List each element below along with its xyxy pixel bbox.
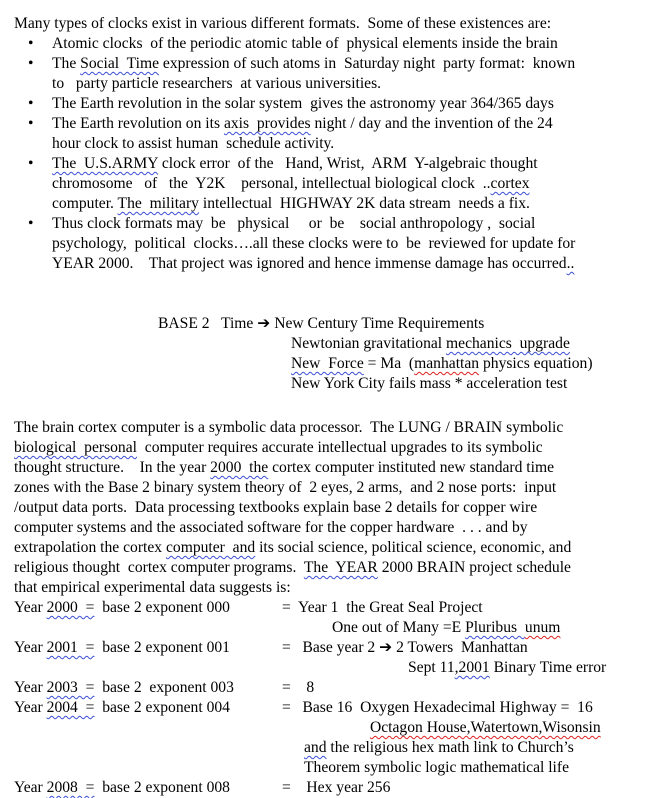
bullet-icon: • bbox=[28, 55, 34, 72]
text-run: = Ma ( bbox=[363, 355, 415, 372]
bullet-icon: • bbox=[28, 115, 34, 132]
text-run: base 2 exponent 000 bbox=[94, 599, 230, 616]
text-run: base 2 exponent 004 bbox=[94, 699, 230, 716]
schedule-description bbox=[282, 638, 528, 658]
list-item-line bbox=[52, 134, 644, 154]
paragraph-line bbox=[14, 578, 644, 598]
list-item bbox=[14, 114, 644, 154]
base2-line bbox=[158, 314, 644, 334]
grammar-flag-text: axis provides bbox=[223, 115, 311, 132]
schedule-description bbox=[282, 598, 483, 618]
text-run: = 8 bbox=[282, 679, 315, 696]
grammar-flag-text: The YEAR bbox=[303, 559, 378, 576]
spacer bbox=[14, 394, 644, 418]
text-run: clock error of the Hand, Wrist, ARM Y-algebraic thought bbox=[157, 155, 538, 172]
schedule-row bbox=[14, 638, 644, 658]
paragraph-line bbox=[14, 418, 644, 438]
grammar-flag-text: 2008 = bbox=[46, 779, 95, 796]
document-page bbox=[14, 14, 644, 798]
text-run: One out of Many =E bbox=[332, 619, 466, 636]
bullet-icon: • bbox=[28, 215, 34, 232]
list-item-line bbox=[52, 34, 644, 54]
paragraph-line bbox=[14, 458, 644, 478]
spelling-error-text: Octagon House,Watertown,Wisonsin bbox=[370, 719, 601, 736]
schedule-row bbox=[14, 618, 644, 638]
text-run: religious thought cortex computer programs. bbox=[14, 559, 304, 576]
text-run: expression of such atoms in Saturday night party format: known bbox=[159, 55, 576, 72]
list-item-line bbox=[52, 174, 644, 194]
grammar-flag-text: New Force bbox=[291, 355, 364, 372]
text-run: = Year 1 the Great Seal Project bbox=[282, 599, 483, 616]
schedule-description bbox=[282, 698, 593, 718]
clock-formats-list bbox=[14, 34, 644, 274]
schedule-description bbox=[282, 678, 314, 698]
text-run: that empirical experimental data suggests is: bbox=[14, 579, 291, 596]
list-item bbox=[14, 154, 644, 214]
grammar-flag-text: cortex bbox=[490, 175, 530, 192]
text-run: extrapolation the cortex bbox=[14, 539, 166, 556]
spelling-error-text: manhattan bbox=[414, 355, 480, 372]
schedule-row bbox=[14, 738, 644, 758]
text-run: 2 Towers Manhattan bbox=[392, 639, 528, 656]
schedule-description bbox=[304, 738, 574, 758]
text-run: psychology, political clocks….all these clocks were to be reviewed for update for bbox=[52, 235, 576, 252]
text-run: base 2 exponent 003 bbox=[94, 679, 234, 696]
text-run: BASE 2 Time bbox=[158, 315, 258, 332]
text-run: Year bbox=[14, 779, 47, 796]
grammar-flag-text: 2003 = bbox=[46, 679, 95, 696]
intro-line: Many types of clocks exist in various different formats. Some of these existences are: bbox=[14, 15, 552, 32]
schedule-row bbox=[14, 698, 644, 718]
paragraph-line bbox=[14, 478, 644, 498]
paragraph-line bbox=[14, 538, 644, 558]
schedule-year-label bbox=[14, 598, 230, 618]
text-run: night / day and the invention of the 24 bbox=[310, 115, 553, 132]
grammar-flag-text: biological personal bbox=[14, 439, 137, 456]
text-run: thought structure. In the year bbox=[14, 459, 211, 476]
text-run: to party particle researchers at various universities. bbox=[52, 75, 382, 92]
list-item bbox=[14, 34, 644, 54]
paragraph-line bbox=[14, 498, 644, 518]
text-run: = Base year 2 bbox=[282, 639, 380, 656]
text-run: 2000 BRAIN project schedule bbox=[377, 559, 571, 576]
grammar-flag-text: computer and bbox=[165, 539, 256, 556]
arrow-icon: ➔ bbox=[257, 315, 271, 332]
grammar-flag-text: 2000 the bbox=[210, 459, 269, 476]
text-run: its social science, political science, economic, and bbox=[255, 539, 572, 556]
grammar-flag-text: The military bbox=[117, 195, 199, 212]
list-item-line bbox=[52, 114, 644, 134]
schedule-year-label bbox=[14, 778, 230, 798]
text-run: Theorem symbolic logic mathematical life bbox=[304, 759, 570, 776]
bullet-icon: • bbox=[28, 35, 34, 52]
base2-block bbox=[158, 314, 644, 394]
spelling-error-text: unum bbox=[524, 619, 561, 636]
text-run: zones with the Base 2 binary system theory of 2 eyes, 2 arms, and 2 nose ports: input bbox=[14, 479, 557, 496]
text-run: base 2 exponent 001 bbox=[94, 639, 230, 656]
text-run: base 2 exponent 008 bbox=[94, 779, 230, 796]
schedule-row bbox=[14, 758, 644, 778]
text-run: The Earth revolution on its bbox=[52, 115, 224, 132]
grammar-flag-text: The U.S.ARMY bbox=[52, 155, 158, 172]
list-item-line bbox=[52, 214, 644, 234]
brain-cortex-paragraph bbox=[14, 418, 644, 598]
grammar-flag-text: Pluribus bbox=[465, 619, 525, 636]
text-run: computer systems and the associated software for the copper hardware . . . and by bbox=[14, 519, 528, 536]
grammar-flag-text: 2001 = bbox=[46, 639, 95, 656]
schedule-description bbox=[282, 778, 390, 798]
grammar-flag-text: Social Time bbox=[80, 55, 160, 72]
schedule-row bbox=[14, 678, 644, 698]
list-item-line bbox=[52, 94, 644, 114]
list-item bbox=[14, 214, 644, 274]
text-run: YEAR 2000. That project was ignored and hence immense damage has occurred bbox=[52, 255, 567, 272]
text-run: hour clock to assist human schedule activity. bbox=[52, 135, 335, 152]
paragraph-line bbox=[14, 518, 644, 538]
arrow-icon: ➔ bbox=[379, 639, 393, 656]
text-run: The brain cortex computer is a symbolic data processor. The LUNG / BRAIN symbolic bbox=[14, 419, 564, 436]
list-item bbox=[14, 54, 644, 94]
grammar-flag-text: ,2001 bbox=[454, 659, 490, 676]
text-run: = Hex year 256 bbox=[282, 779, 391, 796]
grammar-flag-text: 2004 = bbox=[46, 699, 95, 716]
text-run: physics equation) bbox=[479, 355, 593, 372]
text-run: computer. bbox=[52, 195, 118, 212]
text-run: Atomic clocks of the periodic atomic table of physical elements inside the brain bbox=[52, 35, 558, 52]
spacer bbox=[14, 274, 644, 314]
grammar-flag-text: 2000 = bbox=[46, 599, 95, 616]
schedule-description bbox=[332, 618, 560, 638]
text-run: the religious hex math link to Church’s bbox=[326, 739, 574, 756]
text-run: computer requires accurate intellectual upgrades to its symbolic bbox=[136, 439, 543, 456]
text-run: /output data ports. Data processing textbooks explain base 2 details for copper wire bbox=[14, 499, 538, 516]
schedule-row bbox=[14, 658, 644, 678]
text-run: The bbox=[52, 55, 81, 72]
schedule-description bbox=[408, 658, 606, 678]
base2-line bbox=[158, 354, 644, 374]
schedule-description bbox=[304, 758, 569, 778]
list-item-line bbox=[52, 74, 644, 94]
text-run: = Base 16 Oxygen Hexadecimal Highway = 16 bbox=[282, 699, 593, 716]
text-run: Sept 11 bbox=[408, 659, 455, 676]
list-item-line bbox=[52, 54, 644, 74]
paragraph-line bbox=[14, 558, 644, 578]
schedule-row bbox=[14, 598, 644, 618]
list-item-line bbox=[52, 154, 644, 174]
text-run: cortex computer instituted new standard time bbox=[268, 459, 555, 476]
bullet-icon: • bbox=[28, 95, 34, 112]
base2-line bbox=[158, 374, 644, 394]
grammar-flag-text: and bbox=[304, 739, 327, 756]
paragraph-line bbox=[14, 438, 644, 458]
text-run: Thus clock formats may be physical or be social anthropology , social bbox=[52, 215, 536, 232]
text-run: Newtonian gravitational bbox=[291, 335, 447, 352]
year-schedule bbox=[14, 598, 644, 798]
schedule-row bbox=[14, 718, 644, 738]
text-run: Year bbox=[14, 679, 47, 696]
list-item-line bbox=[52, 254, 644, 274]
list-item-line bbox=[52, 234, 644, 254]
schedule-description bbox=[370, 718, 601, 738]
list-item bbox=[14, 94, 644, 114]
text-run: New York City fails mass * acceleration test bbox=[291, 375, 568, 392]
schedule-year-label bbox=[14, 698, 230, 718]
text-run: chromosome of the Y2K personal, intellectual biological clock .. bbox=[52, 175, 491, 192]
schedule-year-label bbox=[14, 638, 230, 658]
text-run: New Century Time Requirements bbox=[274, 315, 485, 332]
schedule-row bbox=[14, 778, 644, 798]
base2-line bbox=[158, 334, 644, 354]
text-run: The Earth revolution in the solar system gives the astronomy year 364/365 days bbox=[52, 95, 554, 112]
bullet-icon: • bbox=[28, 155, 34, 172]
text-run: Year bbox=[14, 599, 47, 616]
text-run: Binary Time error bbox=[489, 659, 607, 676]
text-run: intellectual HIGHWAY 2K data stream needs a fix. bbox=[198, 195, 530, 212]
text-run: Year bbox=[14, 699, 47, 716]
text-run: Year bbox=[14, 639, 47, 656]
schedule-year-label bbox=[14, 678, 234, 698]
grammar-flag-text: .. bbox=[566, 255, 575, 272]
grammar-flag-text: mechanics upgrade bbox=[446, 335, 570, 352]
list-item-line bbox=[52, 194, 644, 214]
